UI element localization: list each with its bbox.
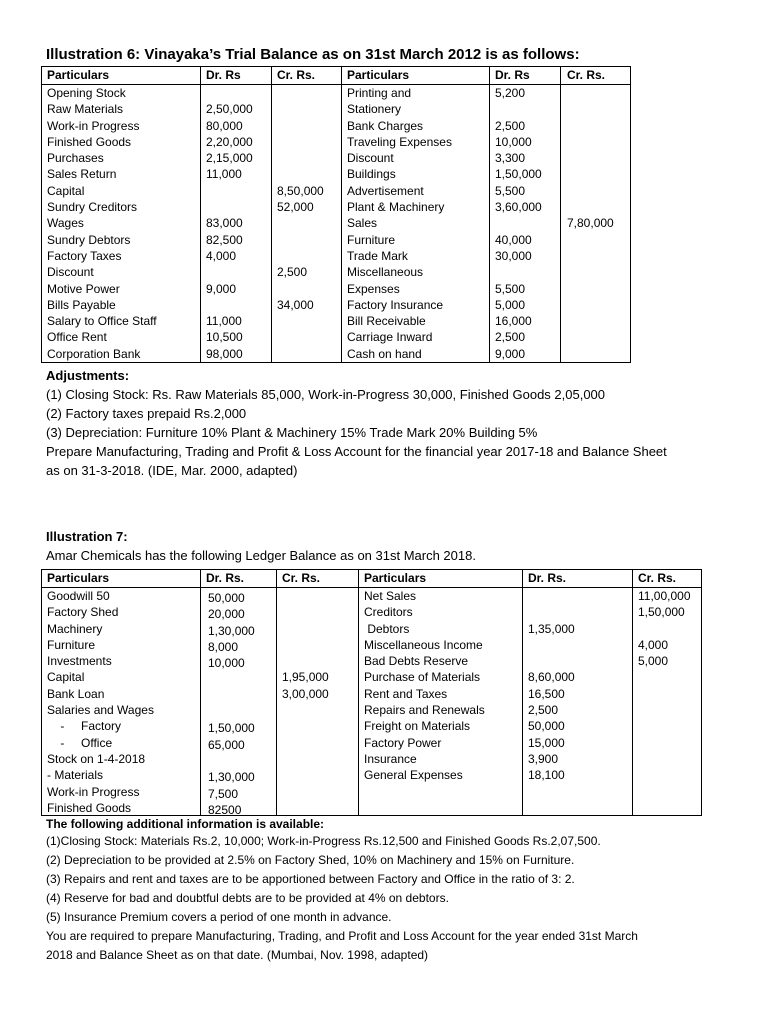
header-cr: Cr. Rs. — [277, 68, 316, 82]
column-cr-left: 8,50,000 52,000 2,500 34,000 — [277, 183, 324, 312]
additional-info-3: (3) Repairs and rent and taxes are to be apportioned between Factory and Office in the ratio of 3: 2. — [46, 872, 575, 886]
header-cr-right: Cr. Rs. — [638, 571, 677, 585]
instruction-line-2: 2018 and Balance Sheet as on that date. (Mumbai, Nov. 1998, adapted) — [46, 948, 429, 962]
trial-balance-table — [41, 66, 631, 363]
header-particulars-right: Particulars — [347, 68, 410, 82]
header-dr: Dr. Rs. — [206, 571, 245, 585]
additional-info-4: (4) Reserve for bad and doubtful debts are to be provided at 4% on debtors. — [46, 891, 449, 905]
column-particulars-left: Goodwill 50 Factory Shed Machinery Furniture Investments Capital Bank Loan Salaries and Wages - Factory - Office Stock on 1-4-2018 - Materials Work-in Progress Finished Goods — [47, 589, 154, 815]
column-dr-right: 5,200 2,500 10,000 3,300 1,50,000 5,500 3,60,000 40,000 30,000 5,500 5,000 16,000 2,500 9,000 — [495, 86, 542, 361]
additional-info-2: (2) Depreciation to be provided at 2.5% on Factory Shed, 10% on Machinery and 15% on Furniture. — [46, 853, 575, 867]
column-cr-right: 7,80,000 — [567, 216, 614, 231]
header-cr: Cr. Rs. — [282, 571, 321, 585]
instruction-line-1: Prepare Manufacturing, Trading and Profit & Loss Account for the financial year 2017-18 and Balance Sheet — [46, 444, 667, 459]
adjustments-section — [46, 366, 667, 480]
column-dr-left: 50,000 20,000 1,30,000 8,000 10,000 1,50,000 65,000 1,30,000 7,500 82500 — [208, 591, 255, 817]
instruction-line-1: You are required to prepare Manufacturing, Trading, and Profit and Loss Account for the year ended 31st March — [46, 929, 638, 943]
additional-info-heading: The following additional information is available: — [46, 817, 325, 831]
column-cr-right: 11,00,000 1,50,000 4,000 5,000 — [638, 589, 691, 669]
header-dr-right: Dr. Rs — [495, 68, 530, 82]
table-header-row — [42, 67, 630, 85]
illustration-6-title: Illustration 6: Vinayaka’s Trial Balance as on 31st March 2012 is as follows: — [46, 46, 580, 63]
column-cr-left: 1,95,000 3,00,000 — [282, 670, 329, 701]
illustration-7-subtitle: Amar Chemicals has the following Ledger Balance as on 31st March 2018. — [46, 548, 476, 563]
column-particulars-left: Opening Stock Raw Materials Work-in Progress Finished Goods Purchases Sales Return Capital Sundry Creditors Wages Sundry Debtors Factory Taxes Discount Motive Power Bills Payable Salary to Office Staff Office Rent Corporation Bank — [47, 86, 157, 361]
adjustment-2: (2) Factory taxes prepaid Rs.2,000 — [46, 406, 247, 421]
adjustment-1: (1) Closing Stock: Rs. Raw Materials 85,000, Work-in-Progress 30,000, Finished Goods 2,05,000 — [46, 387, 606, 402]
column-particulars-right: Printing and Stationery Bank Charges Traveling Expenses Discount Buildings Advertisement Plant & Machinery Sales Furniture Trade Mark Miscellaneous Expenses Factory Insurance Bill Receivable Carriage Inward Cash on hand — [347, 86, 452, 361]
header-particulars: Particulars — [47, 68, 110, 82]
adjustments-heading: Adjustments: — [46, 368, 130, 383]
header-particulars: Particulars — [47, 571, 110, 585]
column-dr-right: 1,35,000 8,60,000 16,500 2,500 50,000 15,000 3,900 18,100 — [528, 621, 575, 783]
header-particulars-right: Particulars — [364, 571, 427, 585]
column-dr-left: 2,50,000 80,000 2,20,000 2,15,000 11,000 83,000 82,500 4,000 9,000 11,000 10,500 98,000 — [206, 102, 253, 361]
additional-information-section — [46, 816, 638, 965]
header-dr: Dr. Rs — [206, 68, 241, 82]
additional-info-1: (1)Closing Stock: Materials Rs.2, 10,000; Work-in-Progress Rs.12,500 and Finished Goods Rs.2,07,500. — [46, 834, 601, 848]
header-cr-right: Cr. Rs. — [567, 68, 606, 82]
header-dr-right: Dr. Rs. — [528, 571, 567, 585]
illustration-7-title: Illustration 7: — [46, 529, 128, 544]
column-particulars-right: Net Sales Creditors Debtors Miscellaneous Income Bad Debts Reserve Purchase of Materials Rent and Taxes Repairs and Renewals Freight on Materials Factory Power Insurance General Expenses — [364, 589, 485, 783]
ledger-balance-table — [41, 569, 702, 816]
adjustment-3: (3) Depreciation: Furniture 10% Plant & Machinery 15% Trade Mark 20% Building 5% — [46, 425, 538, 440]
additional-info-5: (5) Insurance Premium covers a period of one month in advance. — [46, 910, 392, 924]
instruction-line-2: as on 31-3-2018. (IDE, Mar. 2000, adapted) — [46, 463, 298, 478]
